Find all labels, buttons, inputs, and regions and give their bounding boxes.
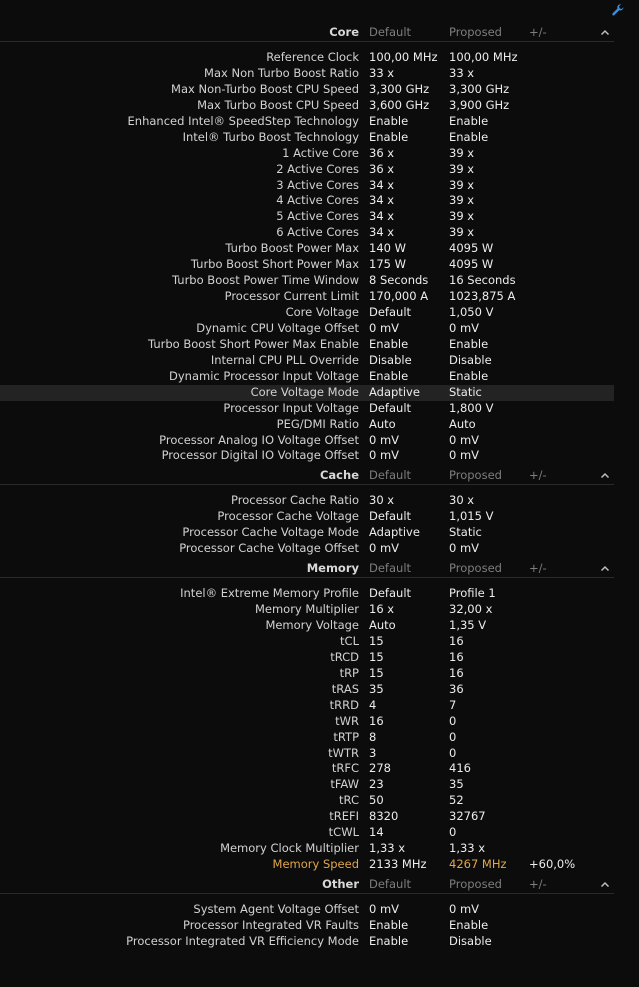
- setting-row[interactable]: [0, 541, 614, 557]
- default-value: 36 x: [369, 161, 395, 176]
- proposed-value[interactable]: 4267 MHz: [449, 857, 507, 872]
- proposed-value[interactable]: 0: [449, 713, 457, 728]
- setting-row[interactable]: [0, 509, 614, 525]
- proposed-value[interactable]: 39 x: [449, 225, 475, 240]
- proposed-value[interactable]: Enable: [449, 129, 489, 144]
- setting-label: Processor Integrated VR Efficiency Mode: [126, 933, 359, 948]
- setting-label: System Agent Voltage Offset: [193, 902, 359, 916]
- proposed-value[interactable]: 1,015 V: [449, 509, 494, 524]
- default-value: 0 mV: [369, 432, 400, 447]
- column-header-proposed: Proposed: [449, 561, 502, 576]
- setting-label: tRC: [339, 793, 359, 808]
- default-value: 30 x: [369, 493, 395, 508]
- column-header-delta: +/-: [529, 561, 547, 576]
- proposed-value[interactable]: 52: [449, 793, 464, 808]
- default-value: Enable: [369, 933, 409, 948]
- setting-label: Max Non-Turbo Boost CPU Speed: [171, 81, 359, 96]
- proposed-value[interactable]: 39 x: [449, 193, 475, 208]
- setting-row[interactable]: [0, 146, 614, 162]
- default-value: 34 x: [369, 177, 395, 192]
- setting-label: Processor Input Voltage: [223, 400, 359, 415]
- proposed-value[interactable]: Disable: [449, 933, 492, 948]
- default-value: Default: [369, 400, 412, 415]
- setting-label: Processor Digital IO Voltage Offset: [161, 448, 359, 463]
- setting-row[interactable]: [0, 825, 614, 841]
- column-header-proposed: Proposed: [449, 25, 502, 39]
- setting-label: tCWL: [328, 825, 359, 840]
- setting-label: Core Voltage: [285, 305, 359, 319]
- default-value: 16: [369, 713, 384, 728]
- setting-row[interactable]: [0, 761, 614, 777]
- default-value: 33 x: [369, 65, 395, 80]
- proposed-value[interactable]: 0: [449, 825, 457, 840]
- delta-value: +60,0%: [529, 857, 576, 872]
- section-body: [0, 42, 614, 467]
- default-value: 140 W: [369, 241, 406, 256]
- setting-label: 6 Active Cores: [276, 225, 359, 240]
- proposed-value[interactable]: Auto: [449, 416, 476, 431]
- setting-label: tRP: [339, 665, 359, 680]
- proposed-value[interactable]: 30 x: [449, 493, 475, 508]
- proposed-value[interactable]: 33 x: [449, 65, 475, 80]
- setting-row[interactable]: [0, 50, 614, 66]
- default-value: 0 mV: [369, 320, 400, 335]
- setting-label: tCL: [340, 633, 359, 648]
- setting-label: tREFI: [329, 809, 359, 824]
- setting-label: Dynamic Processor Input Voltage: [169, 368, 359, 383]
- proposed-value[interactable]: 1,050 V: [449, 305, 494, 319]
- chevron-up-icon[interactable]: [598, 467, 612, 484]
- setting-row[interactable]: [0, 448, 614, 464]
- proposed-value[interactable]: 1,800 V: [449, 400, 494, 415]
- setting-label: Reference Clock: [266, 50, 359, 64]
- proposed-value[interactable]: Profile 1: [449, 586, 496, 601]
- proposed-value[interactable]: 0 mV: [449, 902, 480, 916]
- column-header-delta: +/-: [529, 25, 547, 39]
- default-value: Adaptive: [369, 384, 420, 399]
- setting-row[interactable]: [0, 289, 614, 305]
- default-value: Default: [369, 305, 412, 319]
- proposed-value[interactable]: 0 mV: [449, 320, 480, 335]
- proposed-value[interactable]: 1,33 x: [449, 841, 486, 856]
- section-header: [0, 876, 614, 894]
- setting-label: Internal CPU PLL Override: [210, 352, 359, 367]
- section-header: [0, 560, 614, 578]
- section-title: Cache: [319, 468, 359, 483]
- setting-row[interactable]: [0, 369, 614, 385]
- proposed-value[interactable]: 16: [449, 665, 464, 680]
- setting-row[interactable]: [0, 714, 614, 730]
- setting-row[interactable]: [0, 902, 614, 918]
- setting-label: PEG/DMI Ratio: [276, 416, 359, 431]
- proposed-value[interactable]: 32767: [449, 809, 486, 824]
- setting-row[interactable]: [0, 98, 614, 114]
- section-title: Other: [322, 877, 359, 891]
- section-header: [0, 467, 614, 485]
- setting-row[interactable]: [0, 130, 614, 146]
- default-value: 34 x: [369, 193, 395, 208]
- default-value: 35: [369, 681, 384, 696]
- setting-label: 5 Active Cores: [276, 209, 359, 224]
- setting-row[interactable]: [0, 337, 614, 353]
- default-value: 0 mV: [369, 902, 400, 916]
- default-value: Enable: [369, 336, 409, 351]
- default-value: 3,300 GHz: [369, 81, 430, 96]
- settings-table: [0, 24, 614, 953]
- setting-label: tWR: [335, 713, 359, 728]
- setting-label: Memory Voltage: [265, 618, 359, 632]
- default-value: Default: [369, 509, 412, 524]
- setting-row[interactable]: [0, 66, 614, 82]
- proposed-value[interactable]: 0: [449, 745, 457, 760]
- default-value: 0 mV: [369, 541, 400, 556]
- chevron-up-icon[interactable]: [598, 876, 612, 893]
- column-header-delta: +/-: [529, 468, 547, 483]
- proposed-value[interactable]: 0: [449, 729, 457, 744]
- setting-label: Processor Integrated VR Faults: [182, 917, 359, 932]
- proposed-value[interactable]: 0 mV: [449, 448, 480, 463]
- setting-row[interactable]: [0, 493, 614, 509]
- setting-row[interactable]: [0, 602, 614, 618]
- column-header-default: Default: [369, 25, 412, 39]
- setting-row[interactable]: [0, 525, 614, 541]
- wrench-icon[interactable]: [611, 3, 625, 17]
- setting-row[interactable]: [0, 698, 614, 714]
- default-value: Adaptive: [369, 525, 420, 540]
- setting-row[interactable]: [0, 225, 614, 241]
- setting-row[interactable]: [0, 193, 614, 209]
- section-title: Memory: [306, 561, 359, 576]
- default-value: 50: [369, 793, 384, 808]
- chevron-up-icon[interactable]: [598, 24, 612, 41]
- setting-row[interactable]: [0, 730, 614, 746]
- proposed-value[interactable]: 4095 W: [449, 257, 494, 272]
- proposed-value[interactable]: Enable: [449, 917, 489, 932]
- setting-label: Processor Cache Voltage Mode: [182, 525, 359, 540]
- column-header-default: Default: [369, 561, 412, 576]
- setting-row[interactable]: [0, 209, 614, 225]
- setting-label: Max Turbo Boost CPU Speed: [197, 97, 359, 112]
- proposed-value[interactable]: Static: [449, 525, 482, 540]
- default-value: Default: [369, 586, 412, 601]
- proposed-value[interactable]: 0 mV: [449, 541, 480, 556]
- proposed-value[interactable]: 4095 W: [449, 241, 494, 256]
- setting-row[interactable]: [0, 162, 614, 178]
- setting-label: Turbo Boost Power Time Window: [172, 273, 359, 288]
- proposed-value[interactable]: 416: [449, 761, 471, 776]
- proposed-value[interactable]: 16 Seconds: [449, 273, 516, 288]
- setting-label: tWTR: [328, 745, 359, 760]
- default-value: 0 mV: [369, 448, 400, 463]
- column-header-default: Default: [369, 877, 412, 891]
- proposed-value[interactable]: 39 x: [449, 161, 475, 176]
- default-value: 36 x: [369, 145, 395, 160]
- setting-label: Max Non Turbo Boost Ratio: [204, 65, 359, 80]
- setting-label: tRCD: [330, 649, 359, 664]
- proposed-value[interactable]: 36: [449, 681, 464, 696]
- default-value: Enable: [369, 129, 409, 144]
- setting-row[interactable]: [0, 634, 614, 650]
- column-header-default: Default: [369, 468, 412, 483]
- setting-label: 4 Active Cores: [276, 193, 359, 208]
- default-value: 170,000 A: [369, 289, 429, 304]
- setting-label: tRAS: [331, 681, 359, 696]
- setting-label: Turbo Boost Short Power Max: [190, 257, 359, 272]
- setting-row[interactable]: [0, 586, 614, 602]
- proposed-value[interactable]: 1023,875 A: [449, 289, 516, 304]
- setting-row[interactable]: [0, 273, 614, 289]
- proposed-value[interactable]: Enable: [449, 336, 489, 351]
- setting-row[interactable]: [0, 417, 614, 433]
- default-value: Enable: [369, 917, 409, 932]
- setting-label: Enhanced Intel® SpeedStep Technology: [127, 113, 359, 128]
- setting-row[interactable]: [0, 241, 614, 257]
- default-value: Enable: [369, 113, 409, 128]
- default-value: 8: [369, 729, 377, 744]
- section-body: [0, 485, 614, 560]
- setting-row[interactable]: [0, 918, 614, 934]
- proposed-value[interactable]: 16: [449, 633, 464, 648]
- default-value: 23: [369, 777, 384, 792]
- setting-row[interactable]: [0, 618, 614, 634]
- setting-label: Processor Cache Voltage: [217, 509, 359, 524]
- setting-row[interactable]: [0, 114, 614, 130]
- default-value: 34 x: [369, 209, 395, 224]
- proposed-value[interactable]: 16: [449, 649, 464, 664]
- setting-label: Memory Clock Multiplier: [220, 841, 359, 856]
- setting-label: Memory Speed: [272, 857, 359, 872]
- section-core: [0, 24, 614, 467]
- default-value: 15: [369, 649, 384, 664]
- setting-label: Intel® Turbo Boost Technology: [182, 129, 359, 144]
- setting-label: Processor Current Limit: [224, 289, 359, 304]
- default-value: 100,00 MHz: [369, 50, 438, 64]
- proposed-value[interactable]: Enable: [449, 113, 489, 128]
- default-value: Enable: [369, 368, 409, 383]
- setting-row[interactable]: [0, 746, 614, 762]
- setting-label: Memory Multiplier: [254, 602, 359, 617]
- setting-row[interactable]: [0, 650, 614, 666]
- default-value: 16 x: [369, 602, 395, 617]
- section-header: [0, 24, 614, 42]
- setting-row[interactable]: [0, 666, 614, 682]
- default-value: 2133 MHz: [369, 857, 427, 872]
- proposed-value[interactable]: 39 x: [449, 177, 475, 192]
- setting-row[interactable]: [0, 401, 614, 417]
- setting-row[interactable]: [0, 934, 614, 950]
- setting-row[interactable]: [0, 682, 614, 698]
- setting-row[interactable]: [0, 82, 614, 98]
- default-value: 8 Seconds: [369, 273, 429, 288]
- scrollbar-track[interactable]: [621, 20, 637, 987]
- default-value: 15: [369, 633, 384, 648]
- default-value: 4: [369, 697, 377, 712]
- proposed-value[interactable]: Enable: [449, 368, 489, 383]
- proposed-value[interactable]: 7: [449, 697, 457, 712]
- default-value: 3: [369, 745, 377, 760]
- default-value: Disable: [369, 352, 412, 367]
- setting-label: tFAW: [330, 777, 359, 792]
- section-memory: [0, 560, 614, 876]
- setting-row[interactable]: [0, 841, 614, 857]
- setting-label: Turbo Boost Short Power Max Enable: [148, 336, 359, 351]
- setting-label: 2 Active Cores: [276, 161, 359, 176]
- section-cache: [0, 467, 614, 560]
- default-value: 1,33 x: [369, 841, 406, 856]
- setting-row[interactable]: [0, 385, 614, 401]
- setting-row[interactable]: [0, 257, 614, 273]
- proposed-value[interactable]: 1,35 V: [449, 618, 487, 632]
- setting-label: 3 Active Cores: [276, 177, 359, 192]
- section-title: Core: [329, 25, 359, 39]
- setting-label: Core Voltage Mode: [250, 384, 359, 399]
- setting-row[interactable]: [0, 353, 614, 369]
- setting-label: Processor Cache Ratio: [231, 493, 359, 508]
- default-value: 175 W: [369, 257, 406, 272]
- setting-row[interactable]: [0, 305, 614, 321]
- default-value: Auto: [369, 416, 396, 431]
- setting-label: tRTP: [333, 729, 359, 744]
- setting-row[interactable]: [0, 178, 614, 194]
- default-value: 34 x: [369, 225, 395, 240]
- setting-row[interactable]: [0, 793, 614, 809]
- setting-row[interactable]: [0, 777, 614, 793]
- proposed-value[interactable]: Disable: [449, 352, 492, 367]
- proposed-value[interactable]: 3,900 GHz: [449, 97, 510, 112]
- default-value: Auto: [369, 618, 396, 632]
- setting-label: Dynamic CPU Voltage Offset: [196, 320, 359, 335]
- setting-row[interactable]: [0, 433, 614, 449]
- proposed-value[interactable]: 35: [449, 777, 464, 792]
- section-body: [0, 894, 614, 953]
- setting-row[interactable]: [0, 321, 614, 337]
- column-header-delta: +/-: [529, 877, 547, 891]
- proposed-value[interactable]: 39 x: [449, 209, 475, 224]
- setting-label: tRRD: [329, 697, 359, 712]
- proposed-value[interactable]: Static: [449, 384, 482, 399]
- default-value: 14: [369, 825, 384, 840]
- proposed-value[interactable]: 100,00 MHz: [449, 50, 518, 64]
- default-value: 15: [369, 665, 384, 680]
- default-value: 8320: [369, 809, 399, 824]
- setting-row[interactable]: [0, 857, 614, 873]
- section-body: [0, 578, 614, 876]
- column-header-proposed: Proposed: [449, 877, 502, 891]
- proposed-value[interactable]: 32,00 x: [449, 602, 493, 617]
- setting-label: Intel® Extreme Memory Profile: [180, 586, 359, 601]
- section-other: [0, 876, 614, 953]
- setting-row[interactable]: [0, 809, 614, 825]
- setting-label: 1 Active Core: [282, 145, 359, 160]
- column-header-proposed: Proposed: [449, 468, 502, 483]
- setting-label: Processor Analog IO Voltage Offset: [159, 432, 359, 447]
- setting-label: Turbo Boost Power Max: [225, 241, 359, 256]
- setting-label: tRFC: [331, 761, 359, 776]
- default-value: 278: [369, 761, 391, 776]
- proposed-value[interactable]: 3,300 GHz: [449, 81, 510, 96]
- chevron-up-icon[interactable]: [598, 560, 612, 577]
- proposed-value[interactable]: 0 mV: [449, 432, 480, 447]
- setting-label: Processor Cache Voltage Offset: [179, 541, 359, 556]
- proposed-value[interactable]: 39 x: [449, 145, 475, 160]
- default-value: 3,600 GHz: [369, 97, 430, 112]
